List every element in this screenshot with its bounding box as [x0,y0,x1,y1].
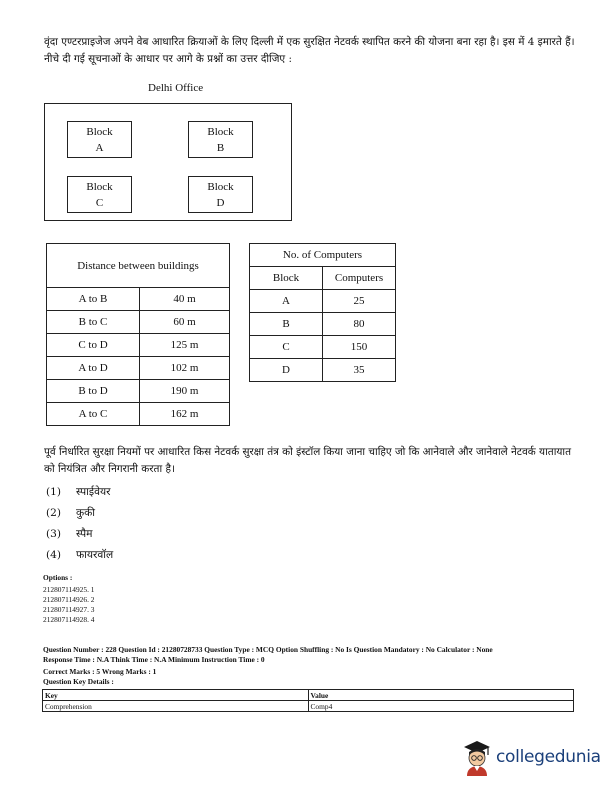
key-value-table [42,689,574,712]
table-cell: Comp4 [308,701,574,712]
block-label: Block [207,126,234,138]
block-id: B [216,142,225,154]
table-row [250,359,396,382]
office-diagram [44,103,292,221]
table-cell: B to C [47,311,140,334]
office-title: Delhi Office [148,82,204,94]
distance-table-header: Distance between buildings [47,244,230,288]
column-header: Value [308,690,574,701]
choice-number: (2) [46,507,62,519]
key-details-label: Question Key Details : [43,677,114,686]
choice-text: स्पाईवेयर [76,486,111,498]
table-cell: C to D [47,334,140,357]
block-label: Block [86,126,113,138]
meta-line-1: Question Number : 228 Question Id : 21280728733 Question Type : MCQ Option Shuffling : No Is Question Mandatory : No Calculator : None [43,645,493,654]
table-cell: A to B [47,288,140,311]
table-cell: 190 m [140,380,230,403]
block-id: D [216,197,225,209]
table-cell: A [250,290,323,313]
table-cell: 60 m [140,311,230,334]
block-id: C [95,197,104,209]
block-a [67,121,132,158]
table-row [47,334,230,357]
option-ids [43,585,94,625]
logo-text: collegedunia [496,747,601,767]
computers-table [249,243,396,382]
table-cell: A to C [47,403,140,426]
table-row [250,336,396,359]
table-row [43,701,574,712]
option-id: 212807114928. 4 [43,615,95,624]
table-cell: B to D [47,380,140,403]
choice-3[interactable] [46,527,113,548]
table-cell: 40 m [140,288,230,311]
table-row [250,267,396,290]
table-row [47,380,230,403]
table-row [47,288,230,311]
choice-text: फायरवॉल [76,549,114,561]
choice-number: (1) [46,486,62,498]
column-header: Key [43,690,309,701]
table-cell: D [250,359,323,382]
option-id: 212807114926. 2 [43,595,95,604]
block-label: Block [86,181,113,193]
table-cell: A to D [47,357,140,380]
distance-table [46,243,230,426]
table-row [250,313,396,336]
table-row [47,403,230,426]
choice-text: स्पैम [76,528,93,540]
column-header: Block [250,267,323,290]
table-cell: 162 m [140,403,230,426]
choice-text: कुकी [76,507,96,519]
answer-choices [46,485,113,569]
meta-line-2: Response Time : N.A Think Time : N.A Minimum Instruction Time : 0 [43,655,265,664]
choice-2[interactable] [46,506,113,527]
block-id: A [95,142,104,154]
block-d [188,176,253,213]
table-row [47,357,230,380]
block-b [188,121,253,158]
option-id: 212807114925. 1 [43,585,95,594]
table-cell: 80 [323,313,396,336]
options-label: Options : [43,573,73,582]
choice-number: (3) [46,528,62,540]
block-c [67,176,132,213]
intro-paragraph: वृंदा एण्टरप्राइजेज अपने वेब आधारित क्रियाओं के लिए दिल्ली में एक सुरक्षित नेटवर्क स्थापित करने की योजना बना रहा है। इस में 4 इमारते हैं। नीचे दी गई सूचनाओं के आधार पर आगे के प्रश्नों का उत्तर दीजिए : [44,36,575,65]
table-cell: Comprehension [43,701,309,712]
collegedunia-logo [462,738,601,776]
table-row [47,311,230,334]
table-cell: 25 [323,290,396,313]
option-id: 212807114927. 3 [43,605,95,614]
column-header: Computers [323,267,396,290]
table-cell: B [250,313,323,336]
choice-4[interactable] [46,548,113,569]
table-row [250,290,396,313]
choice-number: (4) [46,549,62,561]
computers-table-header: No. of Computers [250,244,396,267]
table-row [43,690,574,701]
choice-1[interactable] [46,485,113,506]
graduate-icon [462,738,492,776]
marks-line: Correct Marks : 5 Wrong Marks : 1 [43,667,157,676]
table-cell: C [250,336,323,359]
block-label: Block [207,181,234,193]
table-cell: 125 m [140,334,230,357]
question-text: पूर्व निर्धारित सुरक्षा नियमों पर आधारित किस नेटवर्क सुरक्षा तंत्र को इंस्टॉल किया जाना चाहिए जो कि आनेवाले और जानेवाले नेटवर्क यातायात को नियंत्रित और निगरानी करता है। [44,446,572,475]
table-cell: 102 m [140,357,230,380]
table-cell: 150 [323,336,396,359]
table-cell: 35 [323,359,396,382]
